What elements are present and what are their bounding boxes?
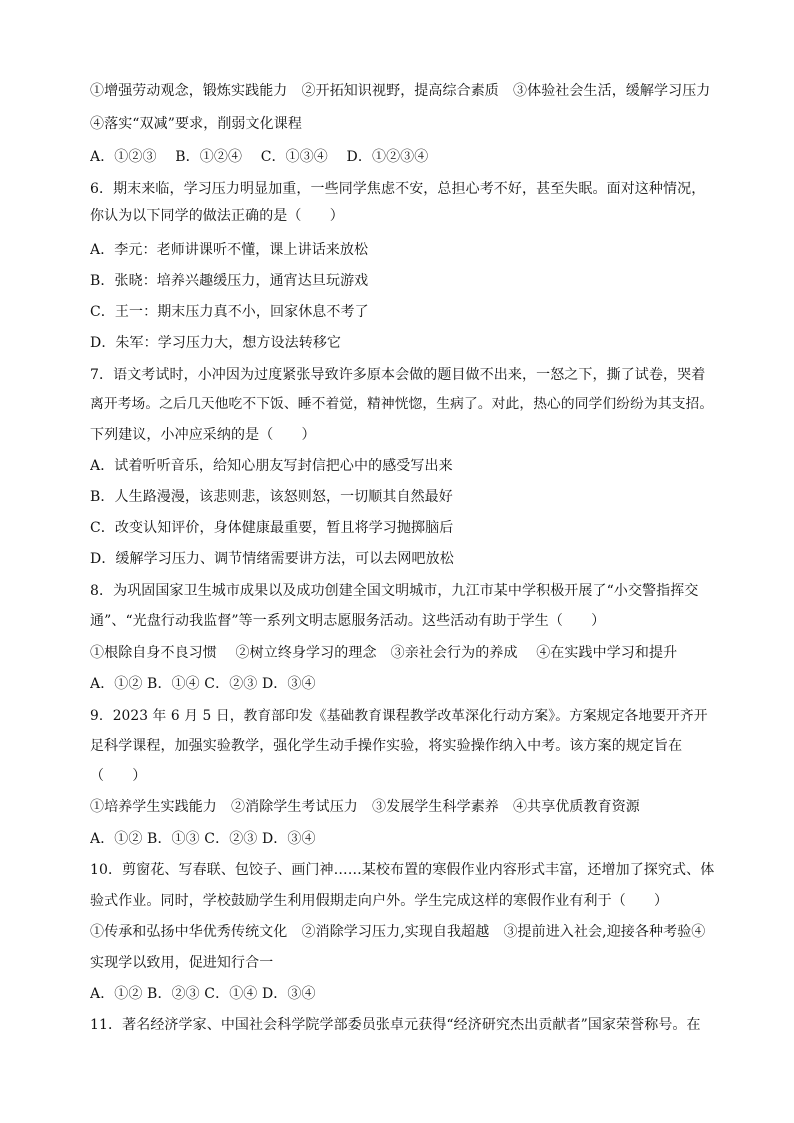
q7-choice-c: C．改变认知评价，身体健康最重要，暂且将学习抛掷脑后 <box>90 520 454 536</box>
q7-stem-line-1: 7．语文考试时，小冲因为过度紧张导致许多原本会做的题目做不出来，一怒之下，撕了试卷，哭着 <box>90 367 706 383</box>
q6-stem-line-1: 6．期末来临，学习压力明显加重，一些同学焦虑不安，总担心考不好，甚至失眠。面对这种情况， <box>90 181 706 197</box>
q10-answer-choices: A．①② B．②③ C．①④ D．③④ <box>90 986 316 1002</box>
q8-answer-choices: A．①② B．①④ C．②③ D．③④ <box>90 676 316 692</box>
q9-options-line: ①培养学生实践能力 ②消除学生考试压力 ③发展学生科学素养 ④共享优质教育资源 <box>90 799 640 815</box>
q9-stem-line-2: 足科学课程，加强实验教学，强化学生动手操作实验，将实验操作纳入中考。该方案的规定旨在 <box>90 738 683 754</box>
q7-choice-d: D．缓解学习压力、调节情绪需要讲方法，可以去网吧放松 <box>90 551 454 567</box>
q6-choice-a: A．李元：老师讲课听不懂，课上讲话来放松 <box>90 242 369 258</box>
q5-options-line-1: ①增强劳动观念，锻炼实践能力 ②开拓知识视野，提高综合素质 ③体验社会生活，缓解学习压力 <box>90 83 711 99</box>
q8-stem-line-2: 通”、“光盘行动我监督”等一系列文明志愿服务活动。这些活动有助于学生（ ） <box>90 613 606 629</box>
q9-answer-choices: A．①② B．①③ C．②③ D．③④ <box>90 831 316 847</box>
q7-choice-b: B．人生路漫漫，该悲则悲，该怒则怒，一切顺其自然最好 <box>90 489 453 505</box>
q10-options-line-1: ①传承和弘扬中华优秀传统文化 ②消除学习压力,实现自我超越 ③提前进入社会,迎接各种考验④ <box>90 924 706 940</box>
q5-answer-choices: A．①②③ B．①②④ C．①③④ D．①②③④ <box>90 149 429 165</box>
q6-choice-c: C．王一：期末压力真不小，回家休息不考了 <box>90 304 369 320</box>
q5-options-line-2: ④落实“双减”要求，削弱文化课程 <box>90 116 302 132</box>
q10-stem-line-1: 10．剪窗花、写春联、包饺子、画门神……某校布置的寒假作业内容形式丰富，还增加了探究式、体 <box>90 862 715 878</box>
q7-stem-line-2: 离开考场。之后几天他吃不下饭、睡不着觉，精神恍惚，生病了。对此，热心的同学们纷纷为其支招。 <box>90 396 714 412</box>
q11-stem-line-1: 11．著名经济学家、中国社会科学院学部委员张卓元获得“经济研究杰出贡献者”国家荣誉称号。在 <box>90 1017 701 1033</box>
q8-stem-line-1: 8．为巩固国家卫生城市成果以及成功创建全国文明城市，九江市某中学积极开展了“小交警指挥交 <box>90 583 699 599</box>
q7-choice-a: A．试着听听音乐，给知心朋友写封信把心中的感受写出来 <box>90 458 453 474</box>
q7-stem-line-3: 下列建议，小冲应采纳的是（ ） <box>90 427 316 443</box>
q8-options-line: ①根除自身不良习惯 ②树立终身学习的理念 ③亲社会行为的养成 ④在实践中学习和提升 <box>90 645 678 661</box>
q10-options-line-2: 实现学以致用，促进知行合一 <box>90 955 274 971</box>
q10-stem-line-2: 验式作业。同时，学校鼓励学生利用假期走向户外。学生完成这样的寒假作业有利于（ ） <box>90 893 669 909</box>
q6-choice-d: D．朱军：学习压力大，想方设法转移它 <box>90 335 342 351</box>
q9-stem-line-3: （ ） <box>90 768 147 784</box>
q6-choice-b: B．张晓：培养兴趣缓压力，通宵达旦玩游戏 <box>90 273 369 289</box>
q9-stem-line-1: 9．2023 年 6 月 5 日，教育部印发《基础教育课程教学改革深化行动方案》。方案规定各地要开齐开 <box>90 708 708 724</box>
q6-stem-line-2: 你认为以下同学的做法正确的是（ ） <box>90 208 344 224</box>
